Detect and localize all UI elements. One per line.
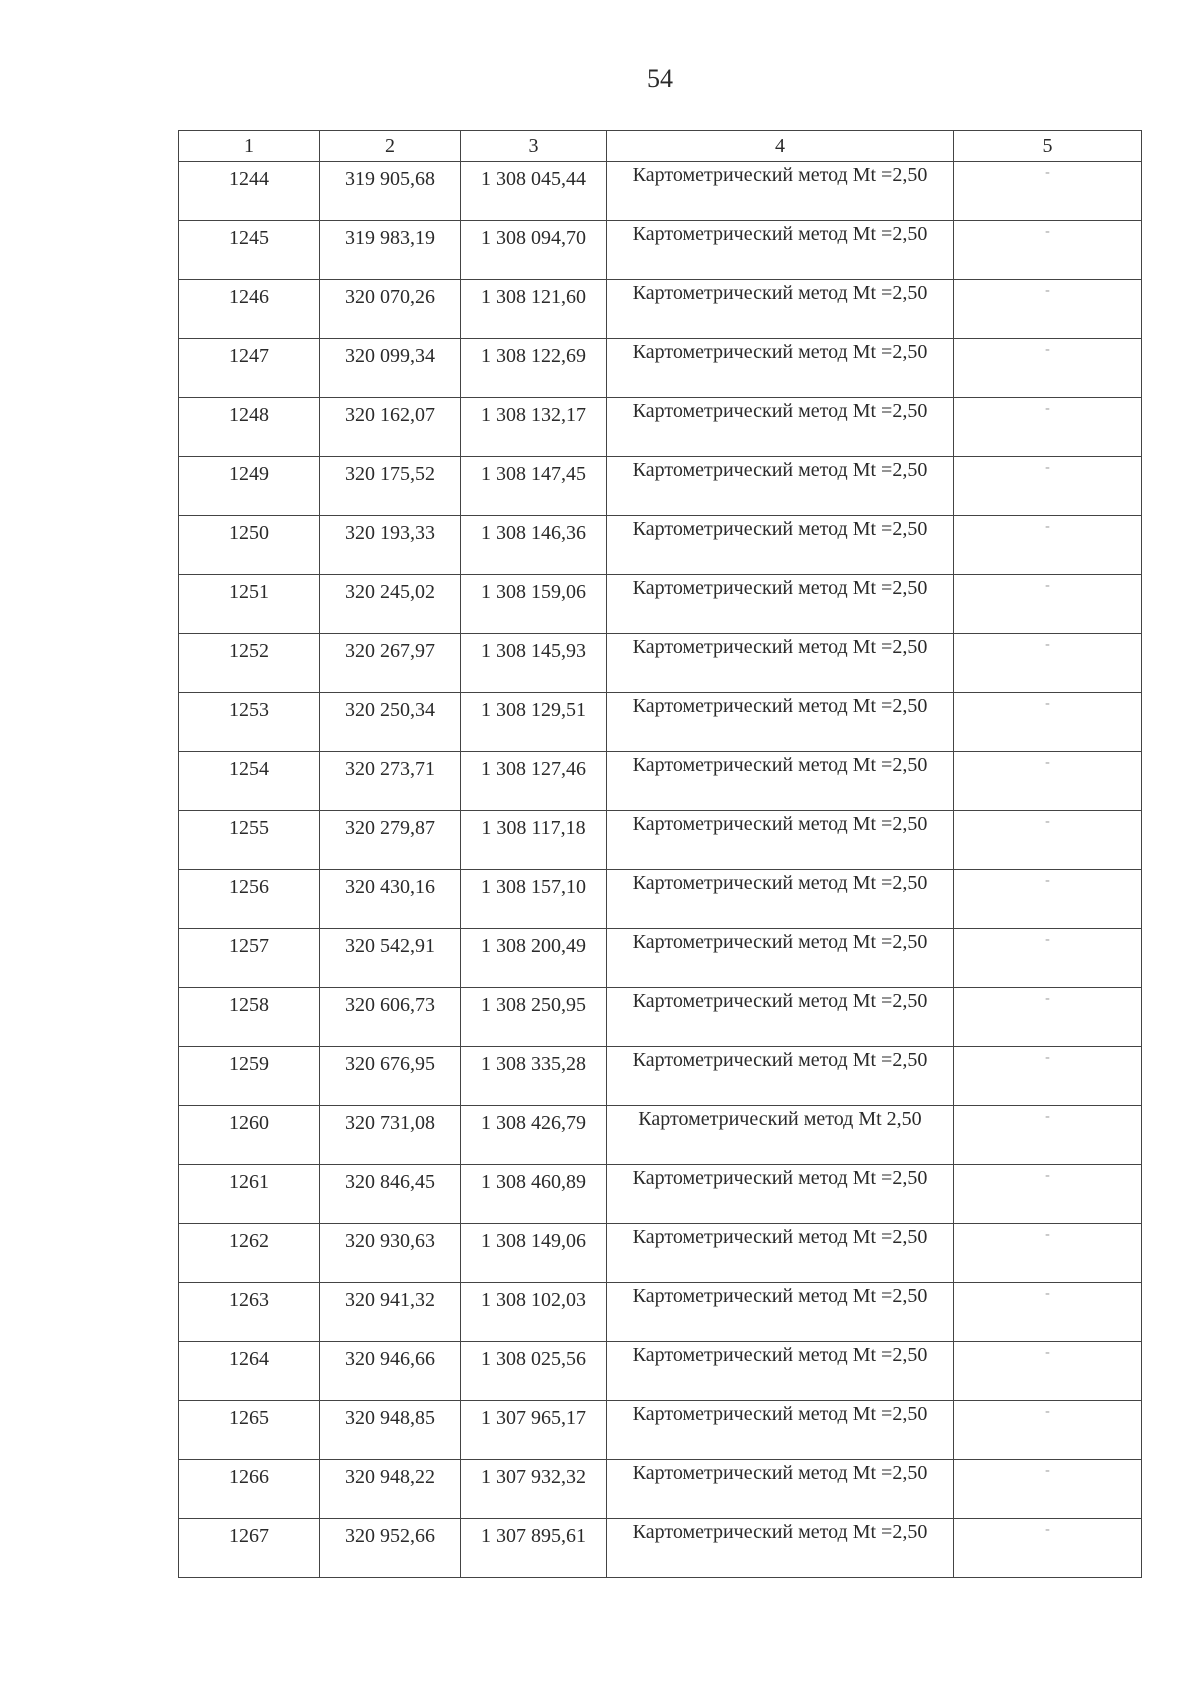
table-row (179, 1106, 1142, 1165)
y-coordinate-cell: 1 308 146,36 (461, 516, 607, 575)
x-coordinate-cell: 319 983,19 (320, 221, 461, 280)
method-cell: Картометрический метод Mt =2,50 (607, 634, 954, 693)
point-number-cell: 1262 (179, 1224, 320, 1283)
note-cell: - (954, 575, 1142, 634)
table-row (179, 516, 1142, 575)
point-number-cell: 1254 (179, 752, 320, 811)
note-cell: - (954, 1283, 1142, 1342)
table-row (179, 1165, 1142, 1224)
point-number-cell: 1267 (179, 1519, 320, 1578)
x-coordinate-cell: 320 606,73 (320, 988, 461, 1047)
note-cell: - (954, 1165, 1142, 1224)
point-number-cell: 1252 (179, 634, 320, 693)
method-cell: Картометрический метод Mt =2,50 (607, 1401, 954, 1460)
y-coordinate-cell: 1 308 122,69 (461, 339, 607, 398)
note-cell: - (954, 1519, 1142, 1578)
note-cell: - (954, 1342, 1142, 1401)
x-coordinate-cell: 319 905,68 (320, 162, 461, 221)
note-cell: - (954, 516, 1142, 575)
point-number-cell: 1245 (179, 221, 320, 280)
y-coordinate-cell: 1 308 157,10 (461, 870, 607, 929)
table-row (179, 929, 1142, 988)
y-coordinate-cell: 1 308 200,49 (461, 929, 607, 988)
table-row (179, 1342, 1142, 1401)
point-number-cell: 1247 (179, 339, 320, 398)
method-cell: Картометрический метод Mt =2,50 (607, 162, 954, 221)
note-cell: - (954, 339, 1142, 398)
coordinates-table (178, 130, 1142, 1578)
table-header-row (179, 131, 1142, 162)
x-coordinate-cell: 320 946,66 (320, 1342, 461, 1401)
point-number-cell: 1259 (179, 1047, 320, 1106)
x-coordinate-cell: 320 731,08 (320, 1106, 461, 1165)
table-row (179, 693, 1142, 752)
y-coordinate-cell: 1 307 965,17 (461, 1401, 607, 1460)
note-cell: - (954, 1401, 1142, 1460)
point-number-cell: 1266 (179, 1460, 320, 1519)
method-cell: Картометрический метод Mt 2,50 (607, 1106, 954, 1165)
y-coordinate-cell: 1 308 426,79 (461, 1106, 607, 1165)
point-number-cell: 1258 (179, 988, 320, 1047)
method-cell: Картометрический метод Mt =2,50 (607, 398, 954, 457)
method-cell: Картометрический метод Mt =2,50 (607, 693, 954, 752)
method-cell: Картометрический метод Mt =2,50 (607, 1460, 954, 1519)
x-coordinate-cell: 320 162,07 (320, 398, 461, 457)
x-coordinate-cell: 320 948,85 (320, 1401, 461, 1460)
y-coordinate-cell: 1 308 145,93 (461, 634, 607, 693)
column-header: 2 (320, 131, 461, 162)
x-coordinate-cell: 320 245,02 (320, 575, 461, 634)
point-number-cell: 1257 (179, 929, 320, 988)
note-cell: - (954, 752, 1142, 811)
y-coordinate-cell: 1 308 127,46 (461, 752, 607, 811)
point-number-cell: 1260 (179, 1106, 320, 1165)
note-cell: - (954, 811, 1142, 870)
table-row (179, 1519, 1142, 1578)
table-row (179, 752, 1142, 811)
point-number-cell: 1255 (179, 811, 320, 870)
table-body (179, 162, 1142, 1578)
y-coordinate-cell: 1 308 094,70 (461, 221, 607, 280)
table-row (179, 162, 1142, 221)
table-row (179, 1401, 1142, 1460)
method-cell: Картометрический метод Mt =2,50 (607, 1047, 954, 1106)
note-cell: - (954, 693, 1142, 752)
method-cell: Картометрический метод Mt =2,50 (607, 339, 954, 398)
table-row (179, 1283, 1142, 1342)
point-number-cell: 1251 (179, 575, 320, 634)
column-header: 3 (461, 131, 607, 162)
x-coordinate-cell: 320 250,34 (320, 693, 461, 752)
table-row (179, 1224, 1142, 1283)
method-cell: Картометрический метод Mt =2,50 (607, 280, 954, 339)
table-row (179, 870, 1142, 929)
x-coordinate-cell: 320 070,26 (320, 280, 461, 339)
method-cell: Картометрический метод Mt =2,50 (607, 1283, 954, 1342)
note-cell: - (954, 988, 1142, 1047)
point-number-cell: 1264 (179, 1342, 320, 1401)
x-coordinate-cell: 320 930,63 (320, 1224, 461, 1283)
y-coordinate-cell: 1 308 460,89 (461, 1165, 607, 1224)
method-cell: Картометрический метод Mt =2,50 (607, 811, 954, 870)
method-cell: Картометрический метод Mt =2,50 (607, 929, 954, 988)
y-coordinate-cell: 1 308 159,06 (461, 575, 607, 634)
point-number-cell: 1250 (179, 516, 320, 575)
page-number: 54 (647, 64, 673, 93)
note-cell: - (954, 457, 1142, 516)
note-cell: - (954, 1047, 1142, 1106)
y-coordinate-cell: 1 307 895,61 (461, 1519, 607, 1578)
y-coordinate-cell: 1 308 335,28 (461, 1047, 607, 1106)
point-number-cell: 1265 (179, 1401, 320, 1460)
y-coordinate-cell: 1 308 025,56 (461, 1342, 607, 1401)
point-number-cell: 1249 (179, 457, 320, 516)
y-coordinate-cell: 1 308 149,06 (461, 1224, 607, 1283)
point-number-cell: 1261 (179, 1165, 320, 1224)
point-number-cell: 1253 (179, 693, 320, 752)
method-cell: Картометрический метод Mt =2,50 (607, 1342, 954, 1401)
x-coordinate-cell: 320 267,97 (320, 634, 461, 693)
method-cell: Картометрический метод Mt =2,50 (607, 516, 954, 575)
method-cell: Картометрический метод Mt =2,50 (607, 1519, 954, 1578)
table-row (179, 1460, 1142, 1519)
method-cell: Картометрический метод Mt =2,50 (607, 752, 954, 811)
point-number-cell: 1256 (179, 870, 320, 929)
y-coordinate-cell: 1 308 102,03 (461, 1283, 607, 1342)
column-header: 5 (954, 131, 1142, 162)
point-number-cell: 1246 (179, 280, 320, 339)
note-cell: - (954, 929, 1142, 988)
table-row (179, 398, 1142, 457)
x-coordinate-cell: 320 430,16 (320, 870, 461, 929)
x-coordinate-cell: 320 846,45 (320, 1165, 461, 1224)
x-coordinate-cell: 320 676,95 (320, 1047, 461, 1106)
note-cell: - (954, 280, 1142, 339)
table-row (179, 988, 1142, 1047)
y-coordinate-cell: 1 307 932,32 (461, 1460, 607, 1519)
table-row (179, 1047, 1142, 1106)
method-cell: Картометрический метод Mt =2,50 (607, 988, 954, 1047)
method-cell: Картометрический метод Mt =2,50 (607, 221, 954, 280)
x-coordinate-cell: 320 952,66 (320, 1519, 461, 1578)
y-coordinate-cell: 1 308 121,60 (461, 280, 607, 339)
x-coordinate-cell: 320 099,34 (320, 339, 461, 398)
note-cell: - (954, 398, 1142, 457)
note-cell: - (954, 1106, 1142, 1165)
method-cell: Картометрический метод Mt =2,50 (607, 457, 954, 516)
method-cell: Картометрический метод Mt =2,50 (607, 1165, 954, 1224)
x-coordinate-cell: 320 941,32 (320, 1283, 461, 1342)
note-cell: - (954, 634, 1142, 693)
table-row (179, 280, 1142, 339)
x-coordinate-cell: 320 193,33 (320, 516, 461, 575)
y-coordinate-cell: 1 308 147,45 (461, 457, 607, 516)
table-row (179, 811, 1142, 870)
table-row (179, 575, 1142, 634)
point-number-cell: 1244 (179, 162, 320, 221)
y-coordinate-cell: 1 308 250,95 (461, 988, 607, 1047)
note-cell: - (954, 1224, 1142, 1283)
x-coordinate-cell: 320 948,22 (320, 1460, 461, 1519)
y-coordinate-cell: 1 308 117,18 (461, 811, 607, 870)
table-row (179, 457, 1142, 516)
table-row (179, 634, 1142, 693)
x-coordinate-cell: 320 175,52 (320, 457, 461, 516)
x-coordinate-cell: 320 279,87 (320, 811, 461, 870)
method-cell: Картометрический метод Mt =2,50 (607, 870, 954, 929)
x-coordinate-cell: 320 542,91 (320, 929, 461, 988)
table-row (179, 339, 1142, 398)
point-number-cell: 1248 (179, 398, 320, 457)
method-cell: Картометрический метод Mt =2,50 (607, 1224, 954, 1283)
y-coordinate-cell: 1 308 129,51 (461, 693, 607, 752)
note-cell: - (954, 162, 1142, 221)
y-coordinate-cell: 1 308 045,44 (461, 162, 607, 221)
column-header: 1 (179, 131, 320, 162)
note-cell: - (954, 870, 1142, 929)
y-coordinate-cell: 1 308 132,17 (461, 398, 607, 457)
point-number-cell: 1263 (179, 1283, 320, 1342)
column-header: 4 (607, 131, 954, 162)
note-cell: - (954, 221, 1142, 280)
method-cell: Картометрический метод Mt =2,50 (607, 575, 954, 634)
note-cell: - (954, 1460, 1142, 1519)
x-coordinate-cell: 320 273,71 (320, 752, 461, 811)
table-row (179, 221, 1142, 280)
